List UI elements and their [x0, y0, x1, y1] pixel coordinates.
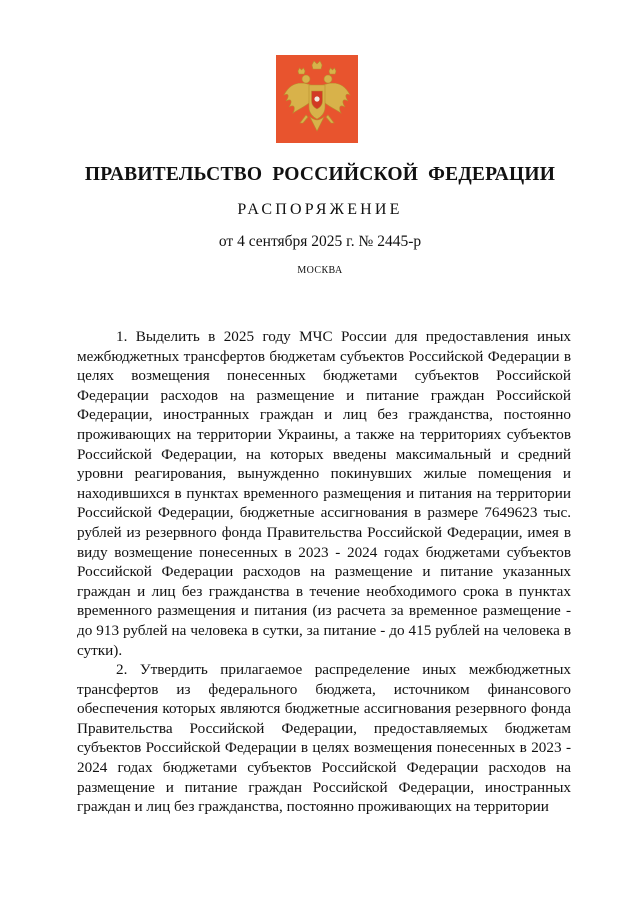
document-date-number: от 4 сентября 2025 г. № 2445-р [218, 233, 422, 250]
document-city: МОСКВА [297, 265, 343, 276]
russian-coat-of-arms-icon [276, 55, 358, 143]
government-title: ПРАВИТЕЛЬСТВО РОССИЙСКОЙ ФЕДЕРАЦИИ [84, 164, 556, 185]
document-body [77, 327, 571, 817]
document-type: РАСПОРЯЖЕНИЕ [237, 201, 403, 218]
paragraph-2: 2. Утвердить прилагаемое распределение иных межбюджетных трансфертов из федерального бюджета, источником финансового обеспечения которых являются бюджетные ассигнования резервного фонда Правительства Российской Федерации, предоставляемых бюджетам субъектов Российской Федерации в целях возмещения понесенных в 2023 - 2024 годах бюджетами субъектов Российской Федерации расходов на размещение и питание граждан Российской Федерации, иностранных граждан и лиц без гражданства, постоянно проживающих на территории [77, 661, 571, 816]
paragraph-1: 1. Выделить в 2025 году МЧС России для предоставления иных межбюджетных трансфертов бюджетам субъектов Российской Федерации в целях возмещения понесенных бюджетами субъектов Российской Федерации расходов на размещение и питание граждан Российской Федерации, иностранных граждан и лиц без гражданства, постоянно проживающих на территории Украины, а также на территориях субъектов Российской Федерации, на которых введены максимальный и средний уровни реагирования, вынужденно покинувших жилые помещения и находившихся в пунктах временного размещения и питания на территории Российской Федерации, бюджетные ассигнования в размере 7649623 тыс. рублей из резервного фонда Правительства Российской Федерации, имея в виду возмещение понесенных в 2023 - 2024 годах бюджетами субъектов Российской Федерации расходов на размещение и питание указанных граждан и лиц без гражданства в течение необходимого срока в пунктах временного размещения и питания (из расчета за временное размещение - до 913 рублей на человека в сутки, за питание - до 415 рублей на человека в сутки). [77, 328, 571, 659]
